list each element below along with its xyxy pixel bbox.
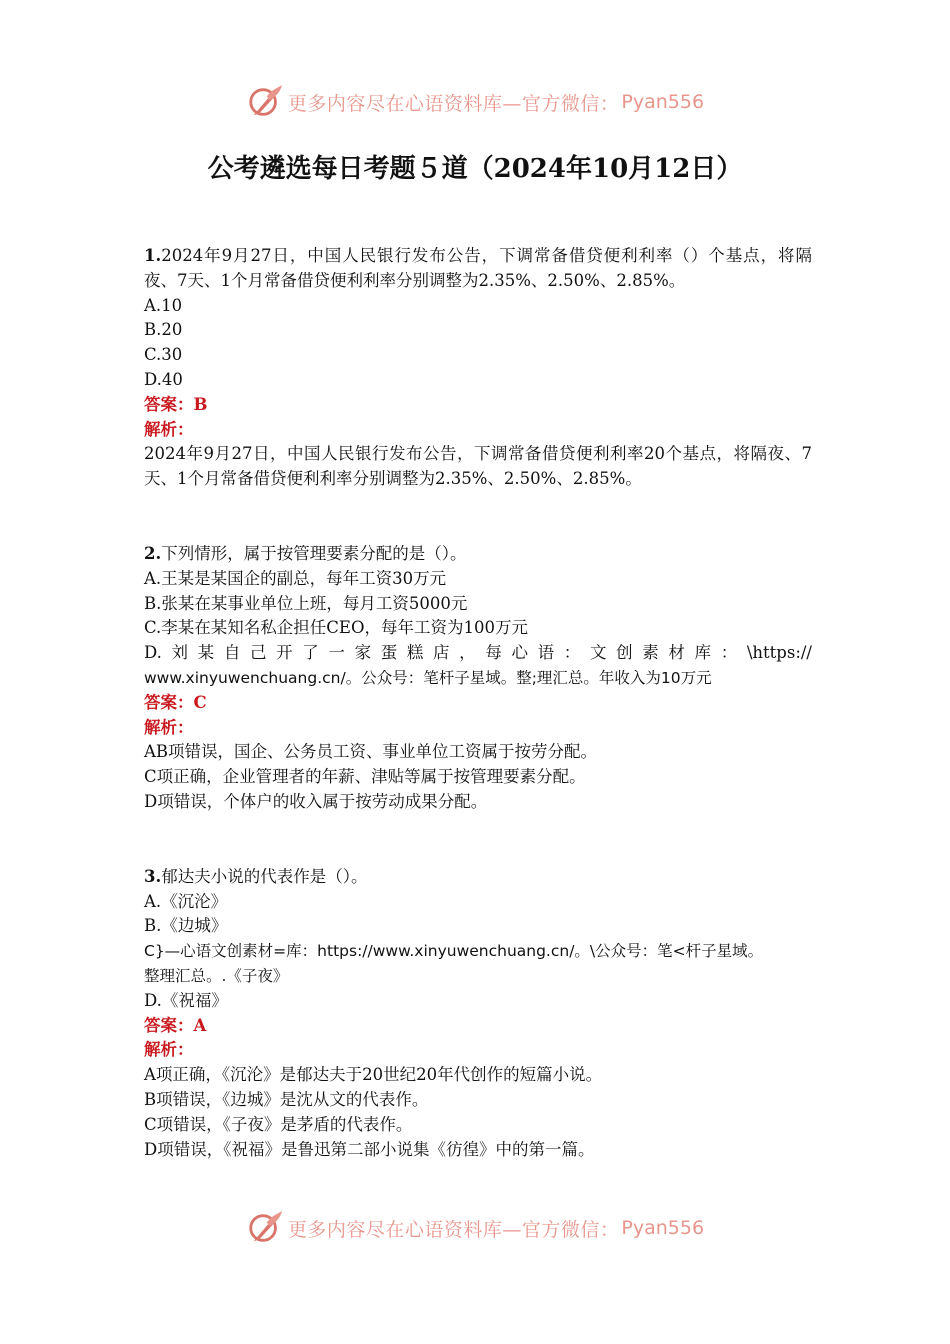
quill-logo-icon — [246, 1209, 284, 1247]
option: C.30 — [144, 345, 183, 365]
question-text: 郁达夫小说的代表作是（）。 — [161, 866, 368, 886]
spacer — [144, 815, 812, 865]
question-text: 2024年9月27日，中国人民银行发布公告，下调常备借贷便利利率（）个基点，将隔夜、7天、1个月常备借贷便利利率分别调整为2.35%、2.50%、2.85%。 — [144, 246, 812, 290]
question-2-stem — [144, 542, 812, 567]
option: B.20 — [144, 320, 183, 340]
question-number: 3. — [144, 866, 162, 886]
quill-logo-icon — [246, 83, 284, 121]
analysis-text: B项错误，《边城》是沈从文的代表作。 — [144, 1089, 429, 1109]
answer-line: 答案：C — [144, 692, 207, 712]
analysis-text: A项正确，《沉沦》是郁达夫于20世纪20年代创作的短篇小说。 — [144, 1065, 603, 1085]
answer-line: 答案：B — [144, 394, 208, 414]
analysis-text: C项正确，企业管理者的年薪、津贴等属于按管理要素分配。 — [144, 767, 586, 787]
spacer — [144, 492, 812, 542]
analysis-text: 2024年9月27日，中国人民银行发布公告，下调常备借贷便利利率20个基点，将隔夜、7天、1个月常备借贷便利利率分别调整为2.35%、2.50%、2.85%。 — [144, 444, 812, 489]
question-text: 下列情形，属于按管理要素分配的是（）。 — [161, 543, 467, 563]
page-title: 公考遴选每日考题５道（2024年10月12日） — [207, 154, 743, 184]
analysis-text: C项错误，《子夜》是茅盾的代表作。 — [144, 1114, 413, 1134]
banner-slogan: 更多内容尽在心语资料库—官方微信： — [287, 1218, 620, 1241]
question-3-stem — [144, 865, 812, 890]
option: A.王某是某国企的副总，每年工资30万元 — [144, 568, 447, 588]
question-1-stem — [144, 244, 812, 294]
banner-wechat-id: Pyan556 — [621, 91, 705, 113]
option: C.李某在某知名私企担任CEO，每年工资为100万元 — [144, 618, 528, 638]
banner-wechat-id: Pyan556 — [621, 1217, 705, 1239]
option: A.10 — [144, 295, 183, 315]
header-banner — [0, 82, 950, 122]
option: B.《边城》 — [144, 916, 228, 936]
analysis-label: 解析： — [144, 717, 194, 737]
option-c-line-2: 整理汇总。.《子夜》 — [144, 966, 289, 985]
option-d-line-1: D.刘某自己开了一家蛋糕店，每心语：文创素材库：\https:// — [144, 643, 812, 663]
answer-line: 答案：A — [144, 1015, 207, 1035]
question-number: 1. — [144, 246, 162, 265]
option: D.《祝福》 — [144, 990, 228, 1010]
question-number: 2. — [144, 543, 162, 563]
analysis-text: D项错误，个体户的收入属于按劳动成果分配。 — [144, 791, 488, 811]
option-c-line-1: C}—心语文创素材=库：https://www.xinyuwenchuang.cn/。\公众号：笔<杆子星域。 — [144, 942, 764, 961]
analysis-label: 解析： — [144, 1040, 194, 1060]
option-d-line-2: www.xinyuwenchuang.cn/。公众号：笔杆子星域。整;理汇总。年收入为10万元 — [144, 668, 712, 687]
option: B.张某在某事业单位上班，每月工资5000元 — [144, 593, 468, 613]
analysis-text: AB项错误，国企、公务员工资、事业单位工资属于按劳分配。 — [144, 742, 598, 762]
footer-banner — [0, 1208, 950, 1248]
analysis-label: 解析： — [144, 419, 194, 439]
analysis-text: D项错误，《祝福》是鲁迅第二部小说集《彷徨》中的第一篇。 — [144, 1139, 595, 1159]
document-body — [144, 244, 812, 1162]
option: D.40 — [144, 369, 183, 389]
option: A.《沉沦》 — [144, 891, 228, 911]
banner-slogan: 更多内容尽在心语资料库—官方微信： — [287, 92, 620, 115]
